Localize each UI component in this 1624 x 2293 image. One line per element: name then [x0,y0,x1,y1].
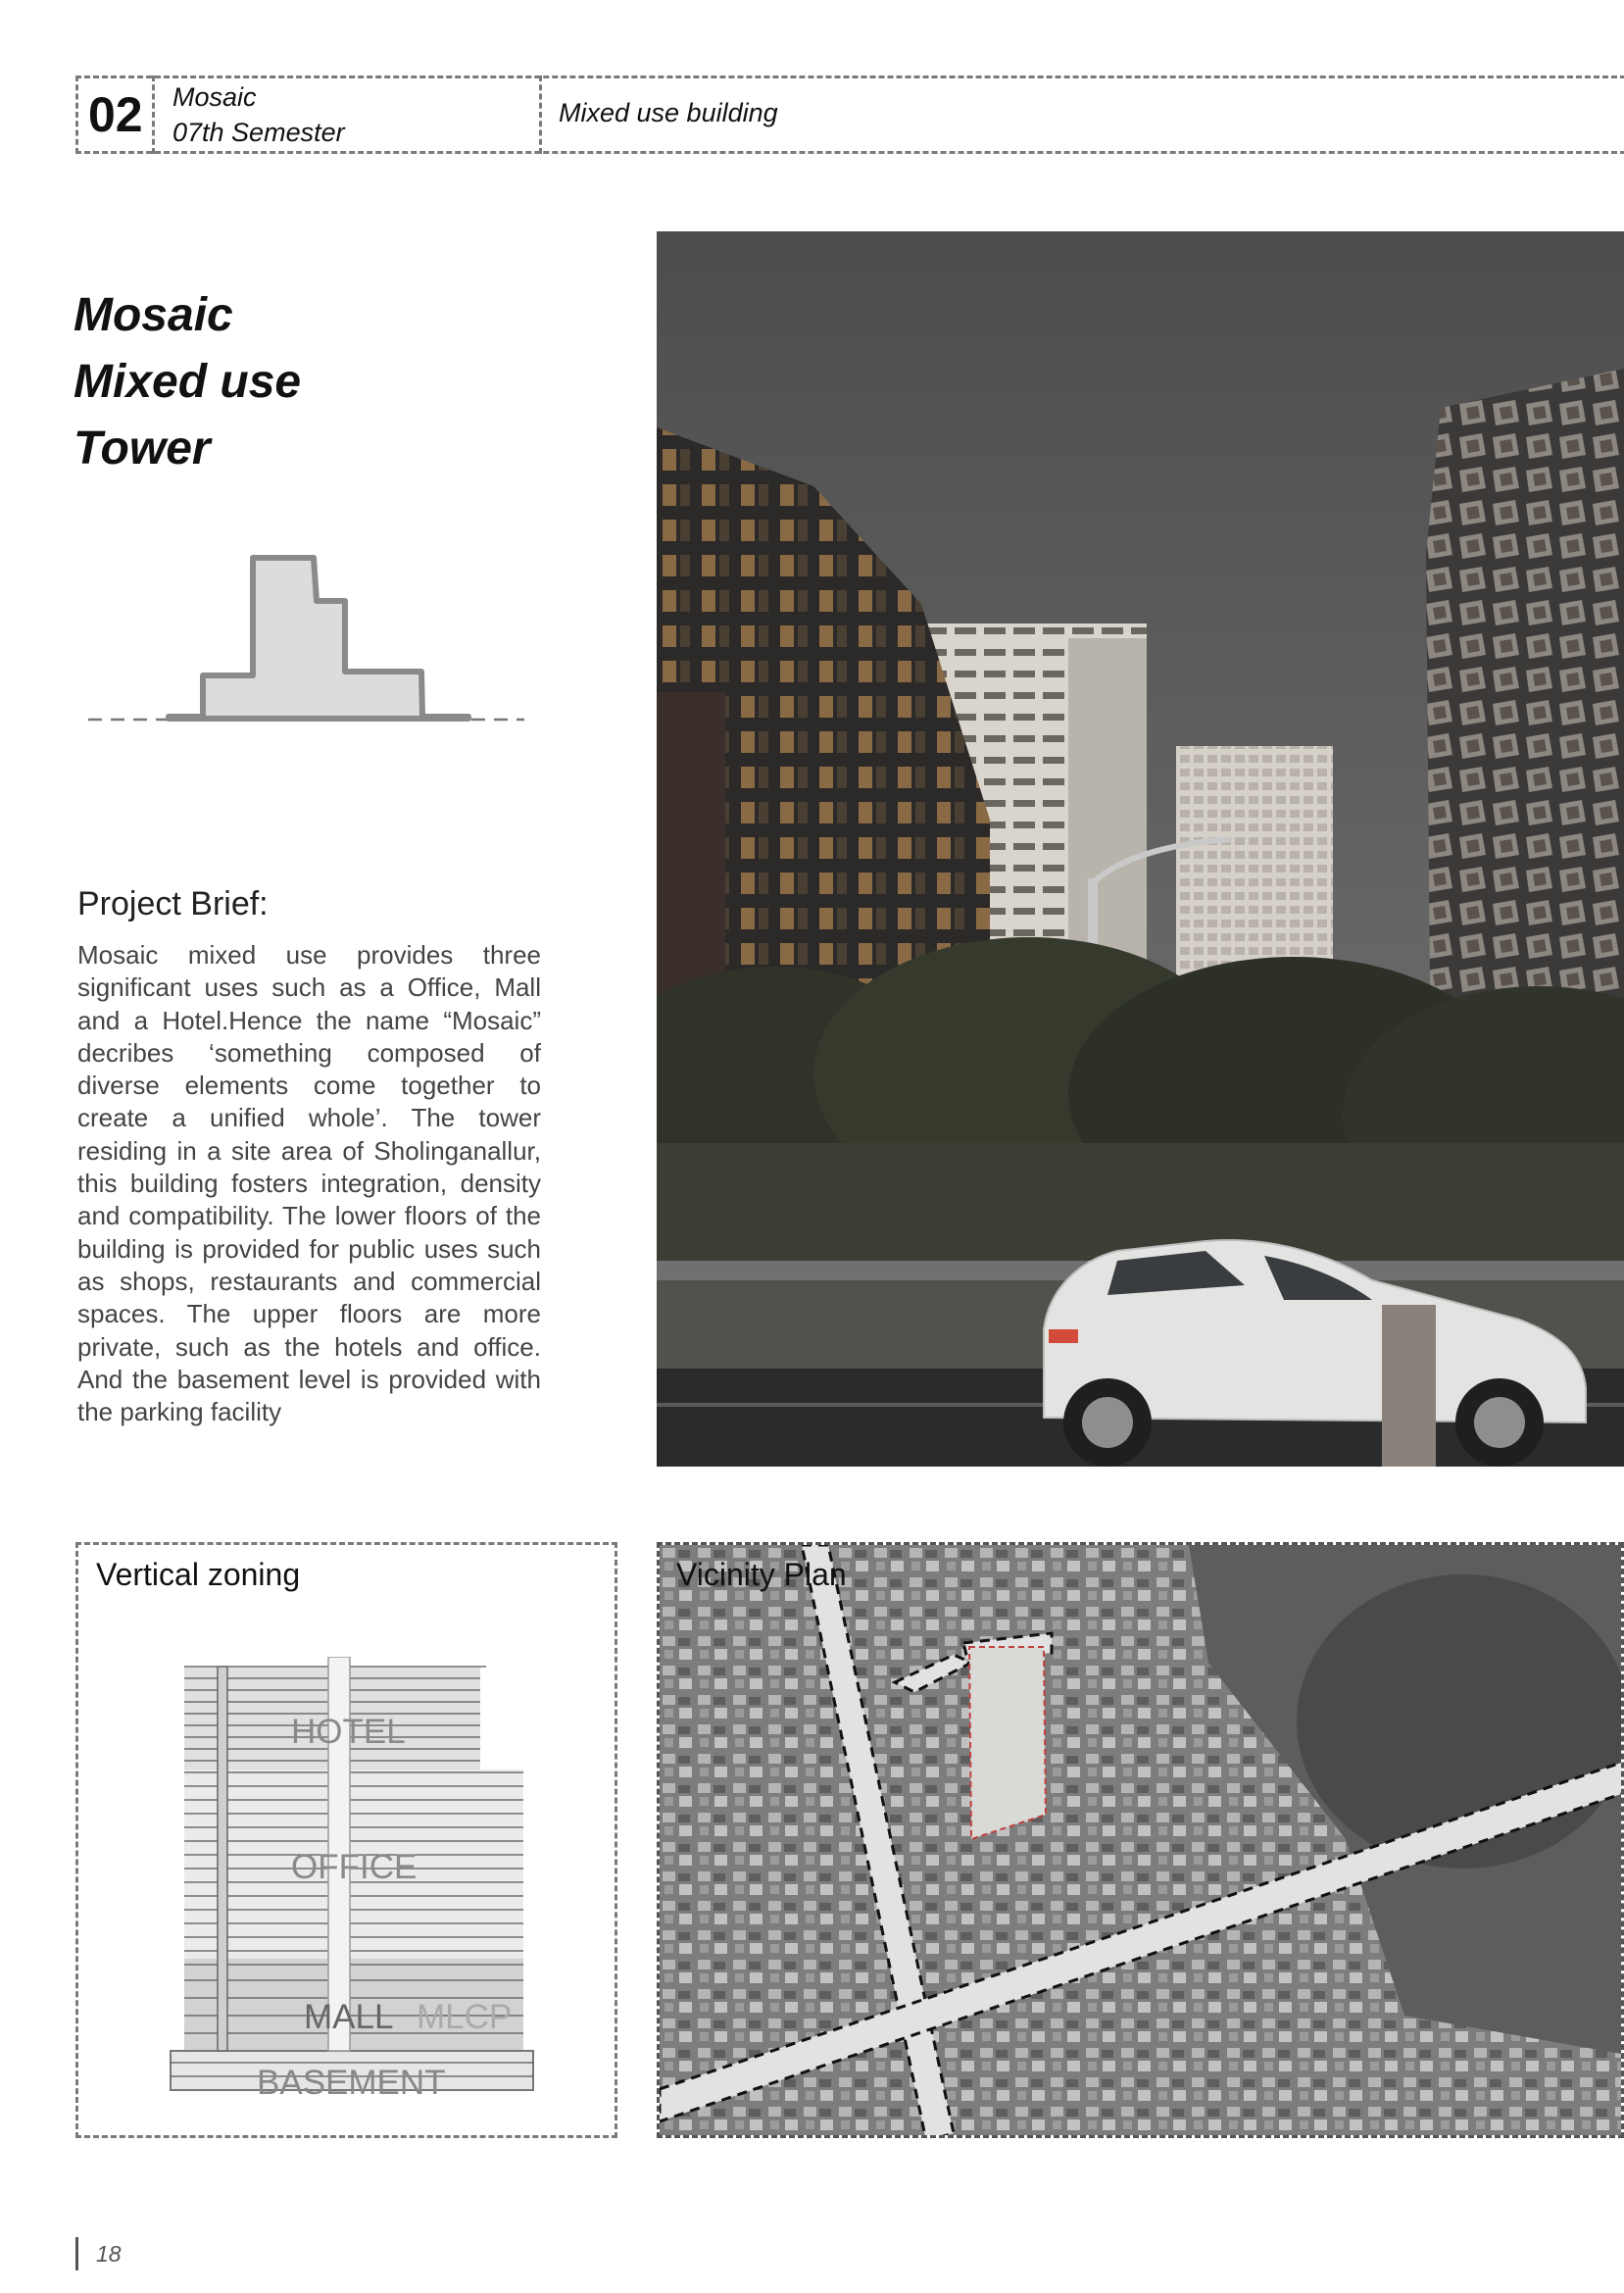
zone-mall-label: MALL [304,1998,394,2036]
brief-text: Mosaic mixed use provides three significant uses such as a Office, Mall and a Hotel.Hence the name “Mosaic” decribes ‘something composed of diverse elements come together to create a unified whole’. The tower residing in a site area of Sholinganallur, this building fosters integration, density and compatibility. The lower floors of the building is provided for public uses such as shops, restaurants and commercial spaces. The upper floors are more private, such as the hotels and office. And the basement level is provided with the parking facility [77,940,541,1427]
massing-sketch [78,544,529,740]
semester-label: 07th Semester [172,118,345,147]
zone-mlcp-label: MLCP [417,1998,513,2036]
page-title-line3: Tower [74,423,211,474]
page-title-line2: Mixed use [74,356,302,408]
page-number: 18 [96,2241,122,2267]
brief-heading: Project Brief: [77,885,269,922]
zone-office-label: OFFICE [291,1848,418,1886]
vertical-zoning-title: Vertical zoning [96,1557,301,1592]
project-number: 02 [88,87,143,142]
project-name: Mosaic [172,82,257,112]
zone-basement-label: BASEMENT [257,2064,446,2102]
tower-render-image [657,231,1624,1467]
page-title-line1: Mosaic [74,289,233,341]
header-divider [152,75,155,154]
footer-bar [75,2237,78,2270]
building-type: Mixed use building [559,98,778,127]
header-divider [539,75,542,154]
vicinity-plan-map [657,1542,1624,2138]
zone-hotel-label: HOTEL [291,1713,406,1751]
vicinity-plan-title: Vicinity Plan [676,1557,847,1592]
